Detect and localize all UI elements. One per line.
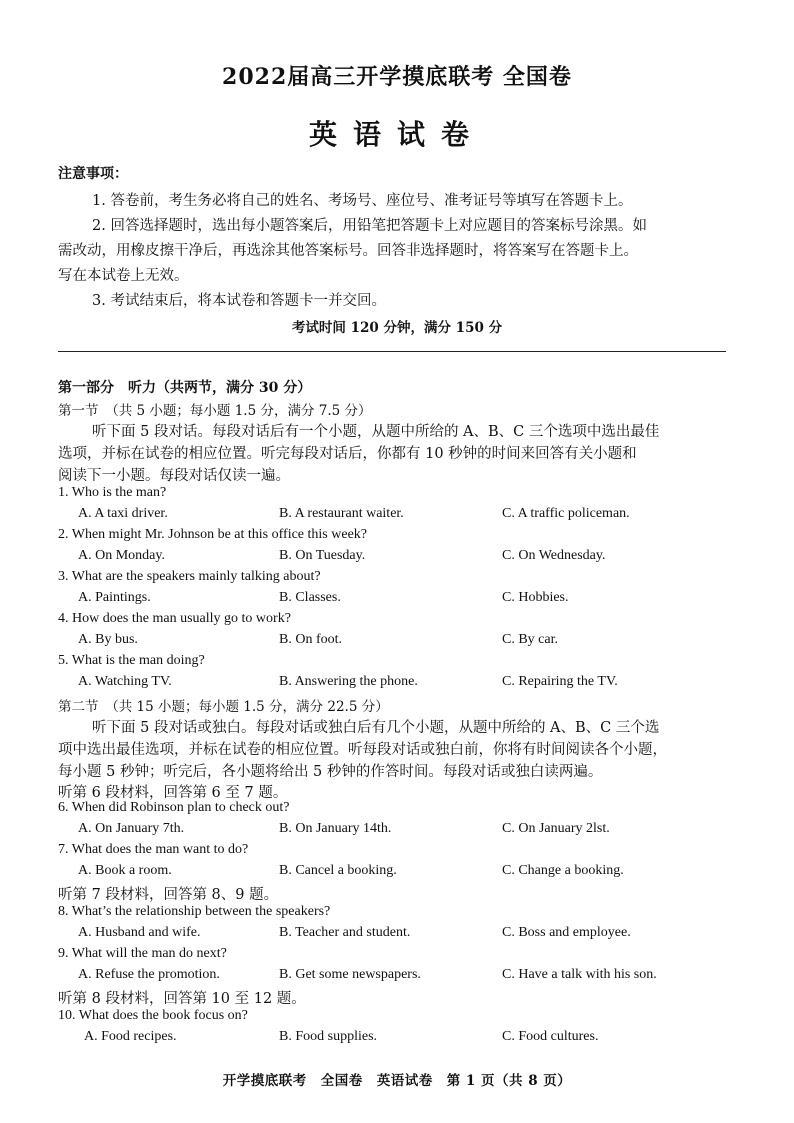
question-stem: 10. What does the book focus on?: [58, 1008, 248, 1023]
notes-heading: 注意事项：: [58, 166, 128, 182]
option-a: A. Food recipes.: [84, 1029, 177, 1044]
option-a: A. Book a room.: [78, 863, 172, 878]
option-a: A. By bus.: [78, 632, 138, 647]
section-2-instruction-end: 每小题 5 秒钟；听完后，各小题将给出 5 秒钟的作答时间。每段对话或独白读两遍。: [58, 764, 603, 780]
section-2-instruction: 听下面 5 段对话或独白。每段对话或独白后有几个小题，从题中所给的 A、B、C 三个选: [92, 720, 660, 736]
material-8-label: 听第 8 段材料，回答第 10 至 12 题。: [58, 991, 306, 1007]
option-b: B. Classes.: [279, 590, 341, 605]
option-c: C. By car.: [502, 632, 558, 647]
page-footer: 开学摸底联考 全国卷 英语试卷 第 1 页（共 8 页）: [222, 1073, 572, 1089]
note-item-2: 2. 回答选择题时，选出每小题答案后，用铅笔把答题卡上对应题目的答案标号涂黑。如: [92, 218, 647, 234]
note-item-3: 3. 考试结束后，将本试卷和答题卡一并交回。: [92, 293, 386, 309]
option-c: C. Food cultures.: [502, 1029, 599, 1044]
exam-title: 2022届高三开学摸底联考 全国卷: [222, 64, 572, 90]
option-b: B. Get some newspapers.: [279, 967, 421, 982]
option-b: B. Cancel a booking.: [279, 863, 397, 878]
note-item-2-end: 写在本试卷上无效。: [58, 268, 189, 284]
material-7-label: 听第 7 段材料，回答第 8、9 题。: [58, 887, 279, 903]
question-stem: 1. Who is the man?: [58, 485, 167, 500]
note-item-2-cont: 需改动，用橡皮擦干净后，再选涂其他答案标号。回答非选择题时，将答案写在答题卡上。: [58, 243, 638, 259]
part-1-heading: 第一部分 听力（共两节，满分 30 分）: [58, 380, 312, 396]
option-b: B. On January 14th.: [279, 821, 392, 836]
question-stem: 9. What will the man do next?: [58, 946, 227, 961]
option-a: A. Refuse the promotion.: [78, 967, 220, 982]
option-b: B. A restaurant waiter.: [279, 506, 404, 521]
note-item-1: 1. 答卷前，考生务必将自己的姓名、考场号、座位号、准考证号等填写在答题卡上。: [92, 193, 633, 209]
section-2-heading: 第二节 （共 15 小题；每小题 1.5 分，满分 22.5 分）: [58, 699, 389, 715]
option-a: A. Paintings.: [78, 590, 151, 605]
option-b: B. Food supplies.: [279, 1029, 378, 1044]
option-c: C. Have a talk with his son.: [502, 967, 657, 982]
material-6-label: 听第 6 段材料，回答第 6 至 7 题。: [58, 785, 288, 801]
question-stem: 5. What is the man doing?: [58, 653, 205, 668]
option-c: C. Repairing the TV.: [502, 674, 618, 689]
question-stem: 8. What’s the relationship between the speakers?: [58, 904, 331, 919]
option-c: C. On January 2lst.: [502, 821, 610, 836]
option-c: C. A traffic policeman.: [502, 506, 630, 521]
option-b: B. On Tuesday.: [279, 548, 366, 563]
question-stem: 4. How does the man usually go to work?: [58, 611, 291, 626]
option-c: C. Hobbies.: [502, 590, 569, 605]
option-a: A. Watching TV.: [78, 674, 172, 689]
option-b: B. Teacher and student.: [279, 925, 411, 940]
section-1-instruction-cont: 选项，并标在试卷的相应位置。听完每段对话后，你都有 10 秒钟的时间来回答有关小题和: [58, 446, 637, 462]
option-b: B. Answering the phone.: [279, 674, 418, 689]
option-c: C. Boss and employee.: [502, 925, 631, 940]
question-stem: 7. What does the man want to do?: [58, 842, 249, 857]
exam-time: 考试时间 120 分钟，满分 150 分: [291, 320, 503, 336]
section-2-instruction-cont: 项中选出最佳选项，并标在试卷的相应位置。听每段对话或独白前，你将有时间阅读各个小题，: [58, 742, 667, 758]
option-a: A. On Monday.: [78, 548, 165, 563]
option-c: C. Change a booking.: [502, 863, 624, 878]
exam-subject: 英语试卷: [308, 118, 485, 151]
option-b: B. On foot.: [279, 632, 342, 647]
divider: [58, 351, 726, 352]
question-stem: 3. What are the speakers mainly talking about?: [58, 569, 321, 584]
section-1-instruction-end: 阅读下一小题。每段对话仅读一遍。: [58, 468, 290, 484]
question-stem: 6. When did Robinson plan to check out?: [58, 800, 290, 815]
option-c: C. On Wednesday.: [502, 548, 606, 563]
option-a: A. On January 7th.: [78, 821, 185, 836]
option-a: A. Husband and wife.: [78, 925, 201, 940]
section-1-heading: 第一节 （共 5 小题；每小题 1.5 分，满分 7.5 分）: [58, 403, 372, 419]
section-1-instruction: 听下面 5 段对话。每段对话后有一个小题，从题中所给的 A、B、C 三个选项中选出最佳: [92, 424, 660, 440]
question-stem: 2. When might Mr. Johnson be at this office this week?: [58, 527, 367, 542]
option-a: A. A taxi driver.: [78, 506, 168, 521]
